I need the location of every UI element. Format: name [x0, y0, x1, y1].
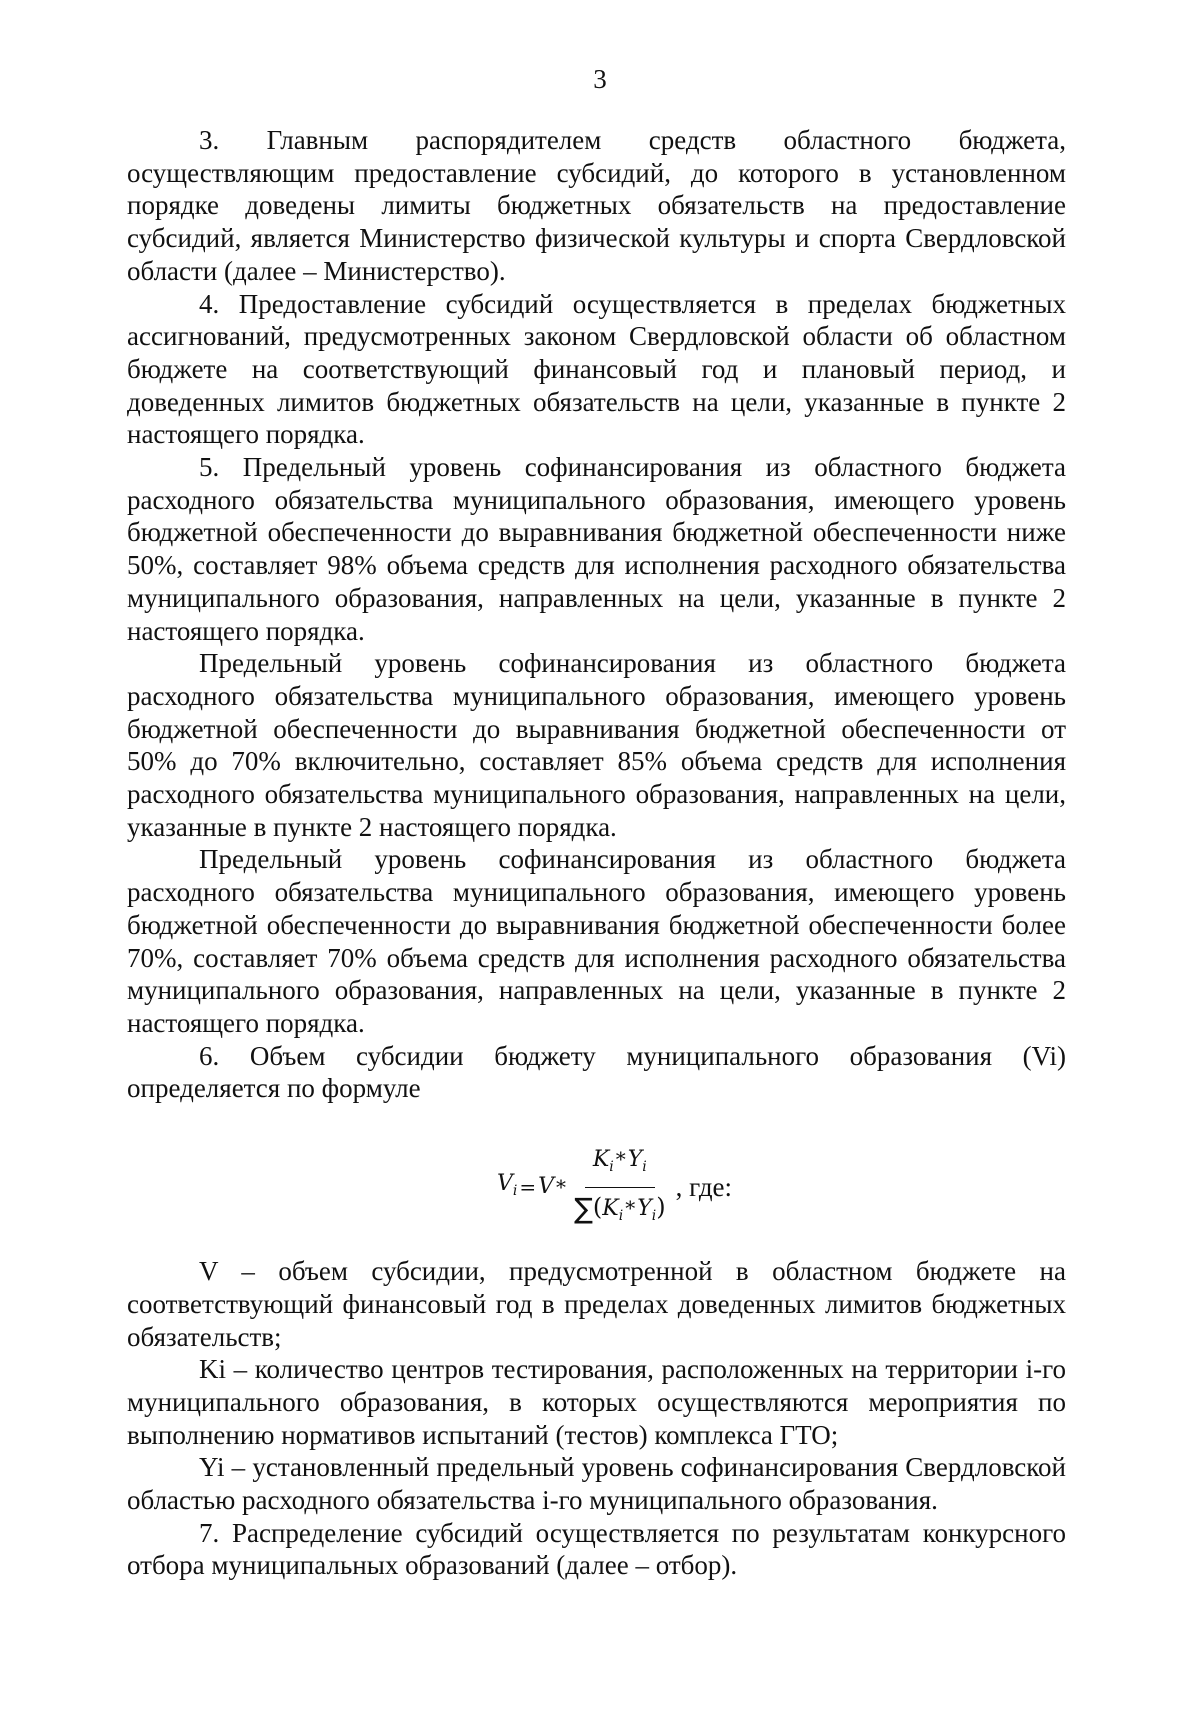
subsidy-formula-block — [127, 1105, 1066, 1255]
formula-lhs: $V_i$ — [497, 1170, 518, 1199]
formula-numerator: $K_i$ $*Y_i$ — [585, 1143, 655, 1188]
definition-v: V – объем субсидии, предусмотренной в областном бюджете на соответствующий финансовый год в пределах доведенных лимитов бюджетных обязательств; — [127, 1256, 1066, 1352]
paragraph-item-5-level-2: Предельный уровень софинансирования из областного бюджета расходного обязательства муниципального образования, имеющего уровень бюджетной обеспеченности до выравнивания бюджетной обеспеченности от 50% до 70% включительно, составляет 85% объема средств для исполнения расходного обязательства муниципального образования, направленных на цели, указанные в пункте 2 настоящего порядка. — [127, 648, 1066, 842]
formula-total-volume: V — [538, 1174, 555, 1200]
paragraph-item-5-level-3: Предельный уровень софинансирования из областного бюджета расходного обязательства муниципального образования, имеющего уровень бюджетной обеспеченности до выравнивания бюджетной обеспеченности более 70%, составляет 70% объема средств для исполнения расходного обязательства муниципального образования, направленных на цели, указанные в пункте 2 настоящего порядка. — [127, 844, 1066, 1038]
paragraph-item-3: 3. Главным распорядителем средств областного бюджета, осуществляющим предоставление субсидий, до которого в установленном порядке доведены лимиты бюджетных обязательств на предоставление субсидий, является Министерство физической культуры и спорта Свердловской области (далее – Министерство). — [127, 125, 1066, 286]
formula-multiply: * — [556, 1175, 567, 1200]
subsidy-formula — [497, 1143, 732, 1232]
page-number: 3 — [593, 64, 607, 94]
formula-denominator: $\sum(K_i$ $*Y_i$) — [574, 1191, 666, 1225]
definition-ki: Ki – количество центров тестирования, расположенных на территории i-го муниципального образования, в которых осуществляются мероприятия по выполнению нормативов испытаний (тестов) комплекса ГТО; — [127, 1354, 1066, 1450]
document-body — [127, 124, 1066, 1582]
formula-suffix: , где: — [675, 1172, 733, 1203]
paragraph-item-6: 6. Объем субсидии бюджету муниципального образования (Vi) определяется по формуле — [127, 1040, 1066, 1104]
definition-yi: Yi – установленный предельный уровень софинансирования Свердловской областью расходного обязательства i-го муниципального образования. — [127, 1452, 1066, 1516]
sum-sign: ∑ — [574, 1191, 593, 1225]
paragraph-item-4: 4. Предоставление субсидий осуществляется в пределах бюджетных ассигнований, предусмотренных законом Свердловской области об областном бюджете на соответствующий финансовый год и плановый период, и доведенных лимитов бюджетных обязательств на цели, указанные в пункте 2 настоящего порядка. — [127, 288, 1066, 450]
formula-fraction — [572, 1143, 668, 1232]
formula-equals: = — [519, 1175, 537, 1200]
paragraph-item-7: 7. Распределение субсидий осуществляется по результатам конкурсного отбора муниципальных образований (далее – отбор). — [127, 1517, 1066, 1581]
paragraph-item-5: 5. Предельный уровень софинансирования из областного бюджета расходного обязательства муниципального образования, имеющего уровень бюджетной обеспеченности до выравнивания бюджетной обеспеченности ниже 50%, составляет 98% объема средств для исполнения расходного обязательства муниципального образования, направленных на цели, указанные в пункте 2 настоящего порядка. — [127, 452, 1066, 646]
